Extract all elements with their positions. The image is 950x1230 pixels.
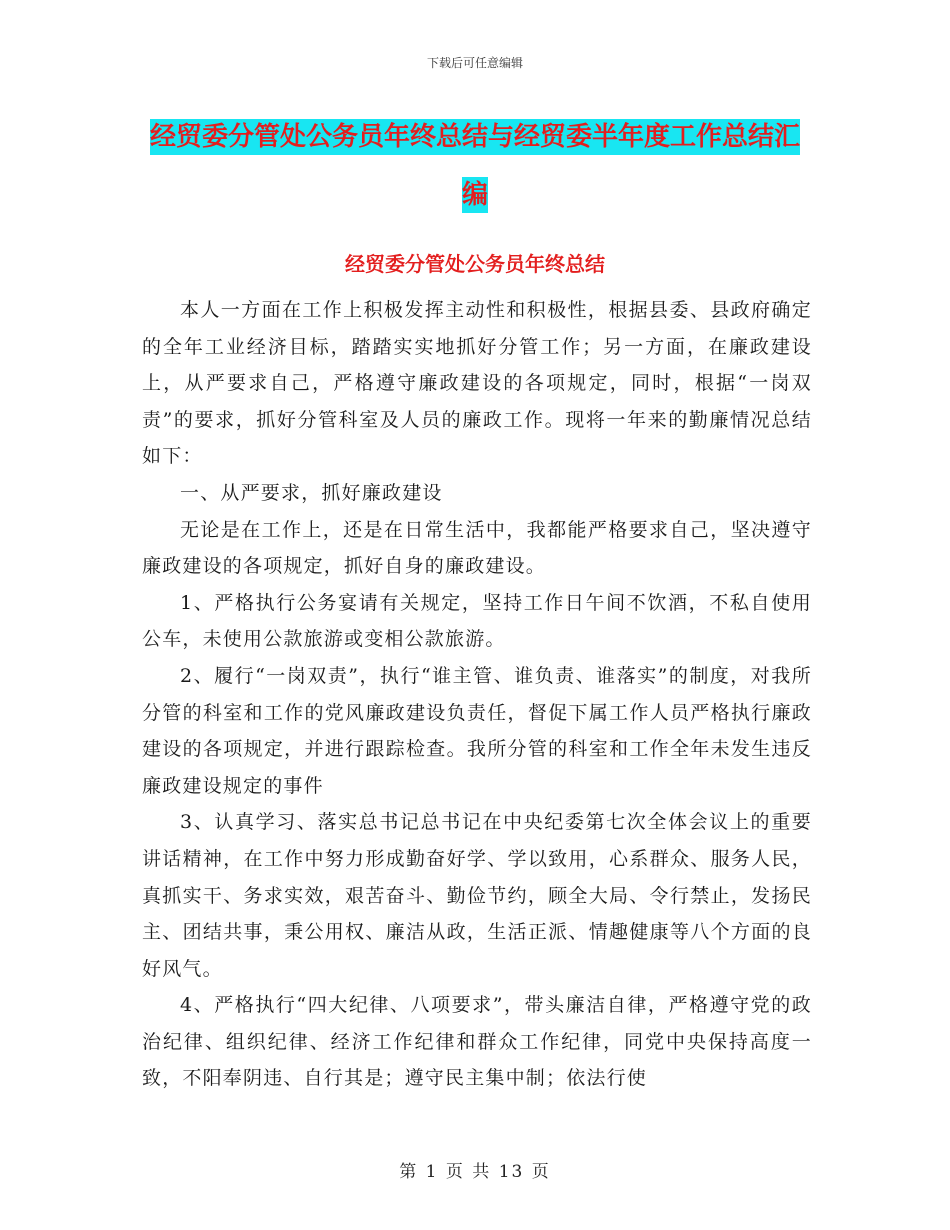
page-header-note: 下载后可任意编辑 (426, 56, 523, 70)
paragraph-2: 无论是在工作上，还是在日常生活中，我都能严格要求自己，坚决遵守廉政建设的各项规定，抓好自身的廉政建设。 (142, 518, 812, 578)
document-title (150, 108, 800, 224)
paragraph-item-2: 2、履行“一岗双责”，执行“谁主管、谁负责、谁落实”的制度，对我所分管的科室和工作的党风廉政建设负责任，督促下属工作人员严格执行廉政建设的各项规定，并进行跟踪检查。我所分管的科室和工作全年未发生违反廉政建设规定的事件 (142, 664, 812, 797)
document-body (142, 292, 812, 1097)
paragraph-item-1: 1、严格执行公务宴请有关规定，坚持工作日午间不饮酒，不私自使用公车，未使用公款旅游或变相公款旅游。 (142, 591, 812, 651)
paragraph-intro: 本人一方面在工作上积极发挥主动性和积极性，根据县委、县政府确定的全年工业经济目标，踏踏实实地抓好分管工作；另一方面，在廉政建设上，从严要求自己，严格遵守廉政建设的各项规定，同时，根据“一岗双责”的要求，抓好分管科室及人员的廉政工作。现将一年来的勤廉情况总结如下： (142, 299, 812, 468)
paragraph-item-3: 3、认真学习、落实总书记总书记在中央纪委第七次全体会议上的重要讲话精神，在工作中努力形成勤奋好学、学以致用，心系群众、服务人民，真抓实干、务求实效，艰苦奋斗、勤俭节约，顾全大局、令行禁止，发扬民主、团结共事，秉公用权、廉洁从政，生活正派、情趣健康等八个方面的良好风气。 (142, 811, 812, 980)
document-title-text: 经贸委分管处公务员年终总结与经贸委半年度工作总结汇编 (150, 119, 800, 213)
page-number: 第 1 页 共 13 页 (399, 1162, 551, 1182)
section-title: 经贸委分管处公务员年终总结 (345, 252, 605, 276)
paragraph-item-4: 4、严格执行“四大纪律、八项要求”，带头廉洁自律，严格遵守党的政治纪律、组织纪律、经济工作纪律和群众工作纪律，同党中央保持高度一致，不阳奉阴违、自行其是；遵守民主集中制；依法行使 (142, 994, 812, 1090)
paragraph-heading-1: 一、从严要求，抓好廉政建设 (180, 481, 443, 504)
